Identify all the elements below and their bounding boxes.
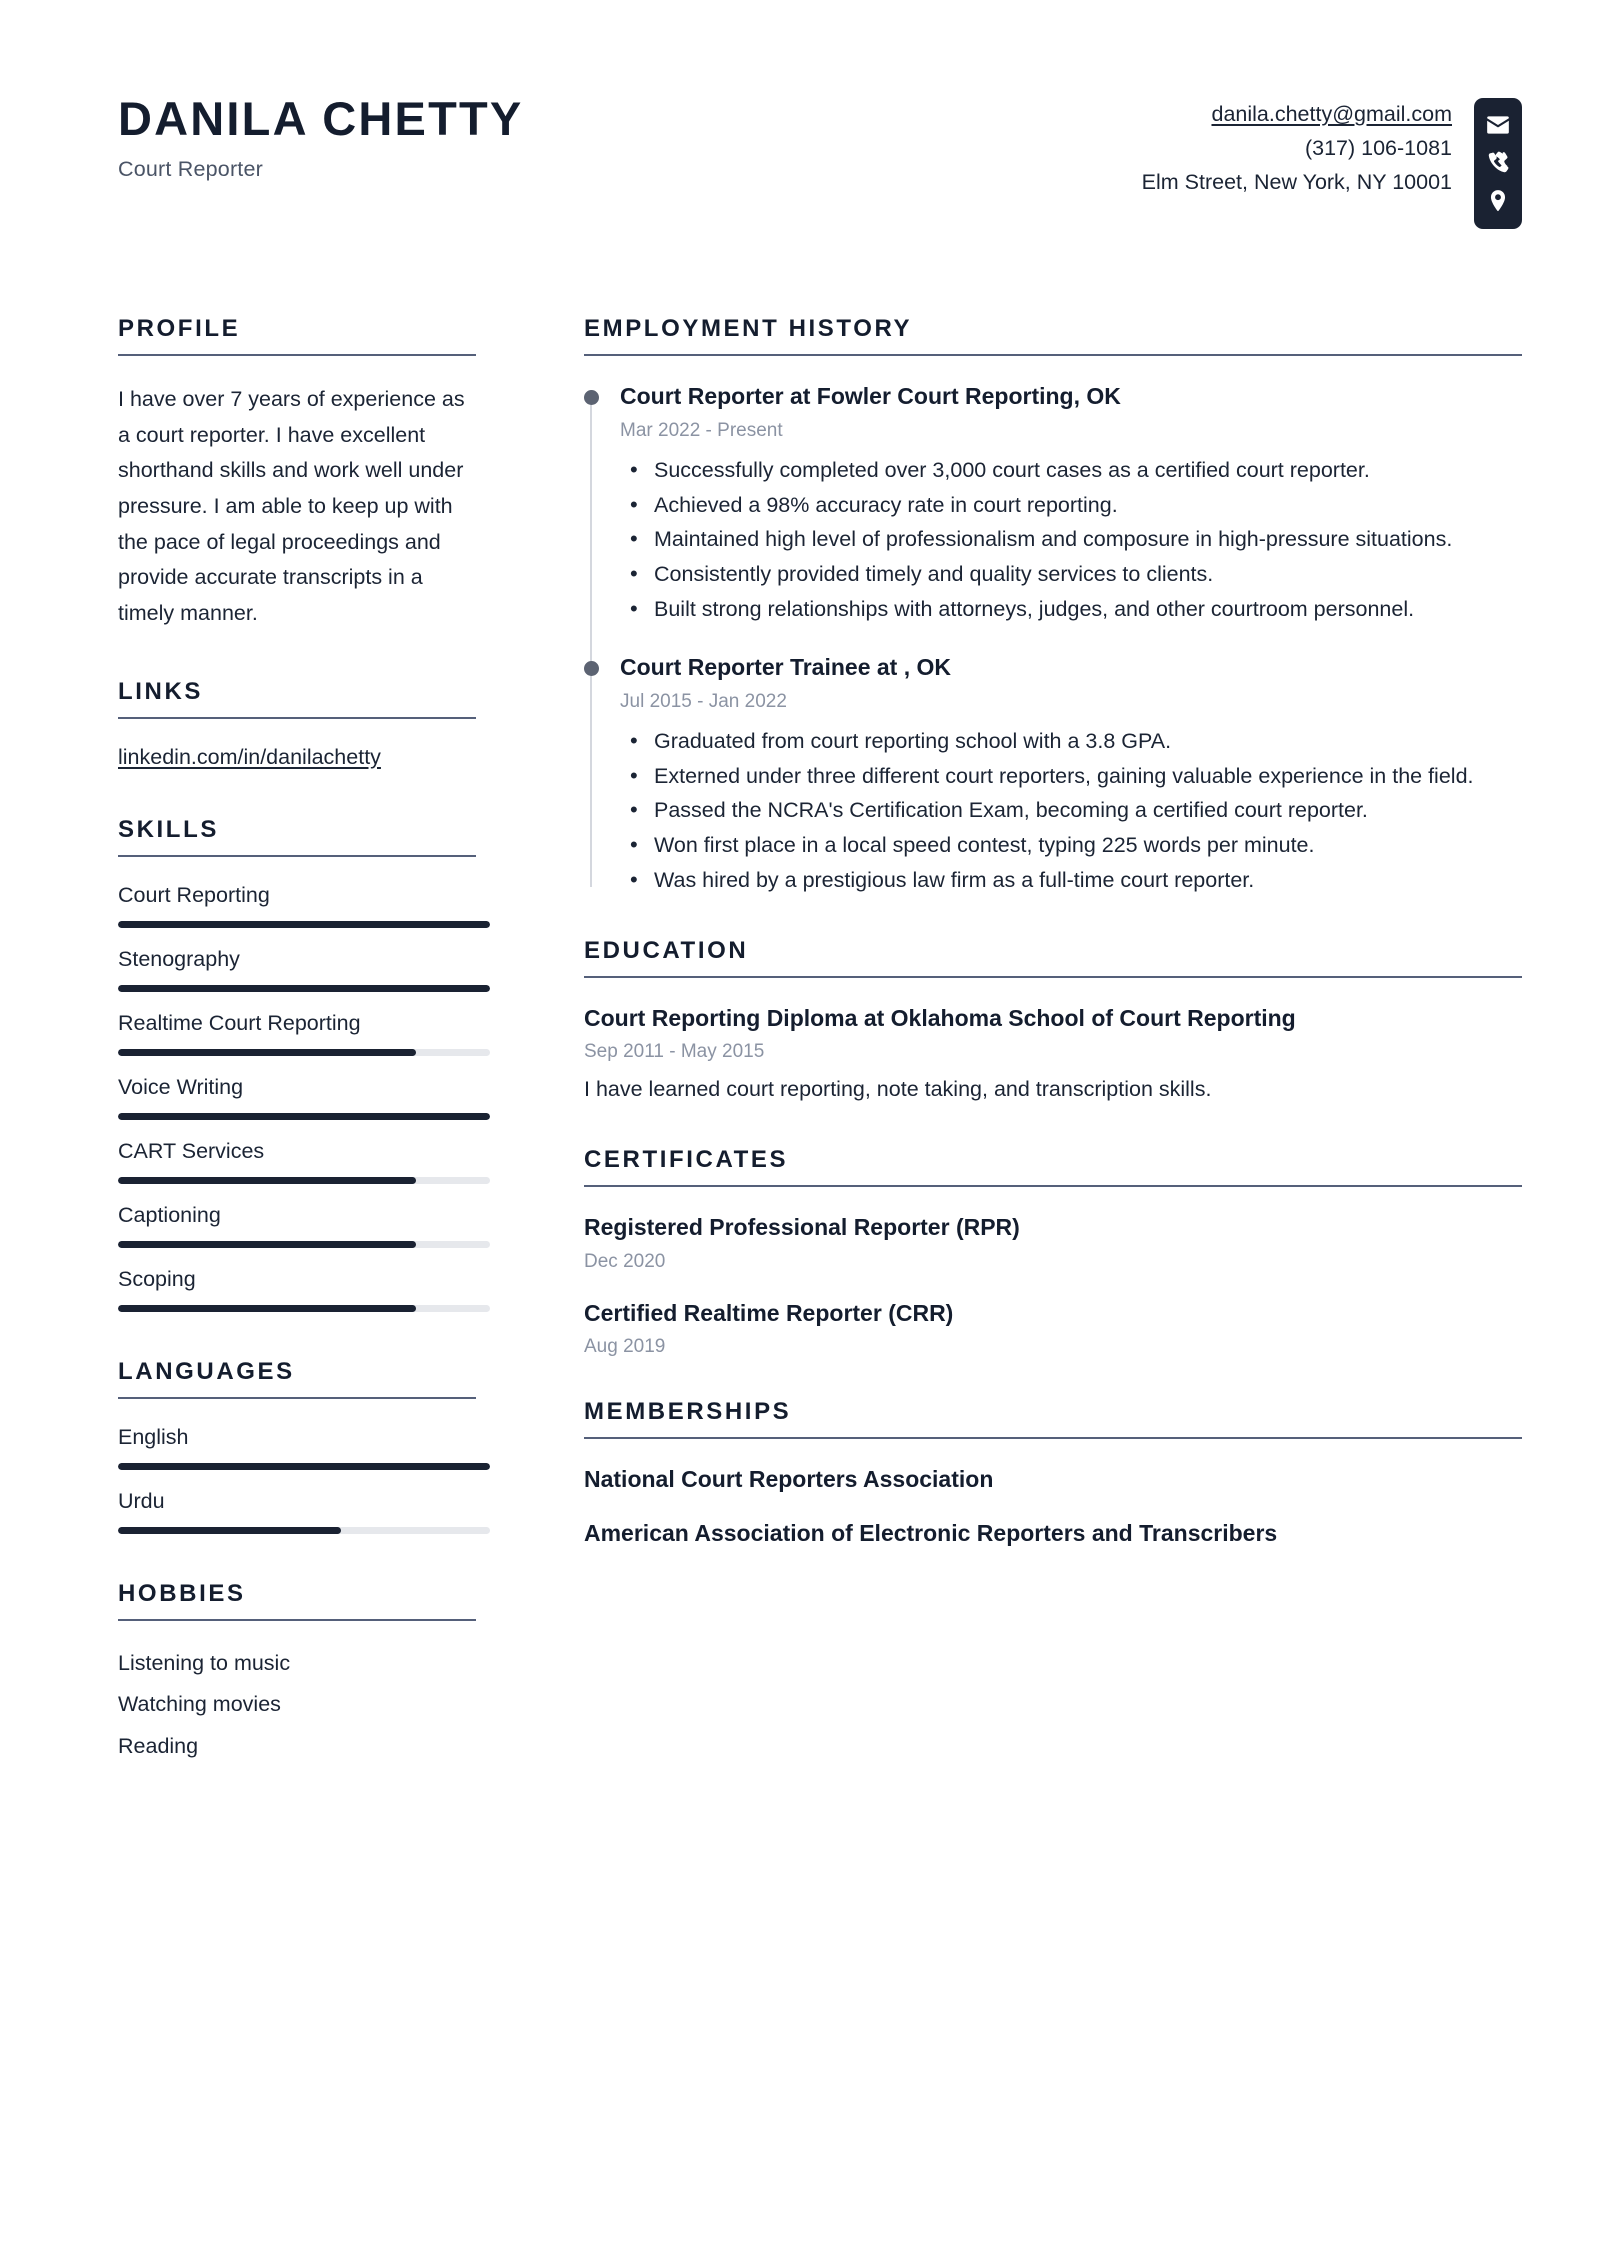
timeline-dot-icon bbox=[584, 390, 599, 405]
job-date: Jul 2015 - Jan 2022 bbox=[620, 691, 787, 713]
section-divider bbox=[118, 354, 476, 356]
languages-list bbox=[118, 1425, 476, 1534]
job-bullet: • Was hired by a prestigious law firm as a full-time court reporter. bbox=[620, 864, 1522, 897]
language-label: English bbox=[118, 1424, 189, 1449]
section-profile bbox=[118, 315, 476, 632]
section-divider bbox=[118, 717, 476, 719]
skill-label: Realtime Court Reporting bbox=[118, 1010, 361, 1035]
skill-bar-fill bbox=[118, 1241, 416, 1248]
skill-bar-fill bbox=[118, 1305, 416, 1312]
skill-item bbox=[118, 947, 476, 992]
header-contact-block bbox=[1142, 72, 1522, 229]
section-hobbies bbox=[118, 1580, 476, 1763]
skill-bar-fill bbox=[118, 921, 490, 928]
skill-item bbox=[118, 1011, 476, 1056]
sidebar-column bbox=[118, 315, 536, 1809]
skill-item bbox=[118, 1267, 476, 1312]
employment-timeline bbox=[584, 382, 1522, 897]
certificate-entry bbox=[584, 1213, 1522, 1273]
certificate-title: Certified Realtime Reporter (CRR) bbox=[584, 1299, 954, 1326]
skill-bar-track bbox=[118, 1049, 490, 1056]
skill-label: CART Services bbox=[118, 1138, 265, 1163]
skill-bar-track bbox=[118, 1241, 490, 1248]
hobby-item: Reading bbox=[118, 1734, 199, 1759]
section-title-profile: PROFILE bbox=[118, 315, 241, 342]
skill-bar-track bbox=[118, 1177, 490, 1184]
section-divider bbox=[118, 1619, 476, 1621]
job-bullet: • Maintained high level of professionalism and composure in high-pressure situations. bbox=[620, 523, 1522, 556]
skill-bar-track bbox=[118, 1113, 490, 1120]
skill-bar-fill bbox=[118, 1049, 416, 1056]
jobs-list bbox=[584, 382, 1522, 897]
job-bullets bbox=[620, 725, 1522, 896]
job-bullet: • Built strong relationships with attorneys, judges, and other courtroom personnel. bbox=[620, 593, 1522, 626]
section-title-employment: EMPLOYMENT HISTORY bbox=[584, 315, 913, 342]
language-bar-fill bbox=[118, 1463, 490, 1470]
skill-bar-fill bbox=[118, 985, 490, 992]
job-bullet: • Passed the NCRA's Certification Exam, becoming a certified court reporter. bbox=[620, 794, 1522, 827]
education-description: I have learned court reporting, note taking, and transcription skills. bbox=[584, 1077, 1212, 1102]
education-date: Sep 2011 - May 2015 bbox=[584, 1041, 765, 1063]
contact-address: Elm Street, New York, NY 10001 bbox=[1141, 169, 1452, 194]
language-bar-fill bbox=[118, 1527, 341, 1534]
skills-list bbox=[118, 883, 476, 1312]
membership-entry: American Association of Electronic Reporters and Transcribers bbox=[584, 1520, 1278, 1547]
section-divider bbox=[584, 976, 1522, 978]
skill-label: Voice Writing bbox=[118, 1074, 244, 1099]
contact-icon-bar bbox=[1474, 98, 1522, 229]
section-title-links: LINKS bbox=[118, 677, 203, 705]
job-title: Court Reporter at Fowler Court Reporting, OK bbox=[620, 383, 1121, 409]
job-bullets bbox=[620, 454, 1522, 625]
section-divider bbox=[584, 1185, 1522, 1187]
header-job-title: Court Reporter bbox=[118, 157, 263, 182]
contact-phone: (317) 106-1081 bbox=[1304, 135, 1452, 160]
profile-text: I have over 7 years of experience as a court reporter. I have excellent shorthand skills and work well under pressure. I am able to keep up with the pace of legal proceedings and provide accurate transcripts in a timely manner. bbox=[118, 387, 465, 626]
language-label: Urdu bbox=[118, 1488, 165, 1513]
section-title-skills: SKILLS bbox=[118, 815, 219, 843]
language-bar-track bbox=[118, 1527, 490, 1534]
certificate-date: Dec 2020 bbox=[584, 1250, 666, 1272]
memberships-list bbox=[584, 1465, 1522, 1549]
section-languages bbox=[118, 1358, 476, 1534]
skill-bar-track bbox=[118, 921, 490, 928]
skill-bar-fill bbox=[118, 1177, 416, 1184]
section-divider bbox=[118, 1397, 476, 1399]
skill-label: Scoping bbox=[118, 1266, 196, 1291]
skill-bar-track bbox=[118, 1305, 490, 1312]
job-bullet: • Consistently provided timely and quality services to clients. bbox=[620, 558, 1522, 591]
job-bullet: • Achieved a 98% accuracy rate in court reporting. bbox=[620, 489, 1522, 522]
hobby-item: Watching movies bbox=[118, 1692, 281, 1717]
section-education bbox=[584, 937, 1522, 1106]
language-item bbox=[118, 1425, 476, 1470]
skill-item bbox=[118, 1203, 476, 1248]
hobbies-list bbox=[118, 1647, 476, 1763]
certificate-title: Registered Professional Reporter (RPR) bbox=[584, 1213, 1020, 1240]
resume-header bbox=[118, 0, 1522, 229]
certificate-date: Aug 2019 bbox=[584, 1336, 666, 1358]
skill-item bbox=[118, 883, 476, 928]
membership-entry: National Court Reporters Association bbox=[584, 1466, 994, 1493]
section-title-education: EDUCATION bbox=[584, 936, 749, 964]
link-linkedin[interactable]: linkedin.com/in/danilachetty bbox=[118, 744, 381, 769]
section-divider bbox=[584, 1437, 1522, 1439]
section-title-memberships: MEMBERSHIPS bbox=[584, 1398, 792, 1426]
contact-details bbox=[1142, 98, 1474, 200]
main-column bbox=[536, 315, 1522, 1589]
timeline-dot-icon bbox=[584, 661, 599, 676]
section-divider bbox=[118, 855, 476, 857]
language-item bbox=[118, 1489, 476, 1534]
employment-entry bbox=[584, 653, 1522, 896]
section-employment bbox=[584, 315, 1522, 897]
employment-entry bbox=[584, 382, 1522, 625]
education-entry bbox=[584, 1004, 1522, 1106]
section-skills bbox=[118, 816, 476, 1312]
section-certificates bbox=[584, 1146, 1522, 1359]
skill-label: Court Reporting bbox=[118, 882, 270, 907]
job-bullet: • Graduated from court reporting school with a 3.8 GPA. bbox=[620, 725, 1522, 758]
job-bullet: • Successfully completed over 3,000 court cases as a certified court reporter. bbox=[620, 454, 1522, 487]
job-bullet: • Won first place in a local speed contest, typing 225 words per minute. bbox=[620, 829, 1522, 862]
skill-label: Captioning bbox=[118, 1202, 221, 1227]
section-title-languages: LANGUAGES bbox=[118, 1357, 295, 1385]
education-list bbox=[584, 1004, 1522, 1106]
section-divider bbox=[584, 354, 1522, 356]
section-title-certificates: CERTIFICATES bbox=[584, 1145, 789, 1173]
header-identity bbox=[118, 72, 523, 182]
certificates-list bbox=[584, 1213, 1522, 1359]
phone-icon bbox=[1485, 150, 1511, 176]
section-title-hobbies: HOBBIES bbox=[118, 1579, 246, 1607]
job-title: Court Reporter Trainee at , OK bbox=[620, 654, 952, 681]
skill-item bbox=[118, 1139, 476, 1184]
location-pin-icon bbox=[1485, 188, 1511, 214]
skill-label: Stenography bbox=[118, 946, 240, 971]
hobby-item: Listening to music bbox=[118, 1650, 291, 1675]
job-date: Mar 2022 - Present bbox=[620, 419, 783, 441]
skill-bar-fill bbox=[118, 1113, 490, 1120]
page-title: DANILA CHETTY bbox=[118, 92, 524, 145]
skill-bar-track bbox=[118, 985, 490, 992]
language-bar-track bbox=[118, 1463, 490, 1470]
skill-item bbox=[118, 1075, 476, 1120]
certificate-entry bbox=[584, 1299, 1522, 1359]
section-memberships bbox=[584, 1398, 1522, 1549]
contact-email[interactable]: danila.chetty@gmail.com bbox=[1211, 102, 1452, 126]
envelope-icon bbox=[1485, 112, 1511, 138]
section-links bbox=[118, 678, 476, 770]
education-title: Court Reporting Diploma at Oklahoma School of Court Reporting bbox=[584, 1004, 1296, 1031]
job-bullet: • Externed under three different court reporters, gaining valuable experience in the field. bbox=[620, 760, 1522, 793]
resume-body bbox=[118, 229, 1522, 1809]
